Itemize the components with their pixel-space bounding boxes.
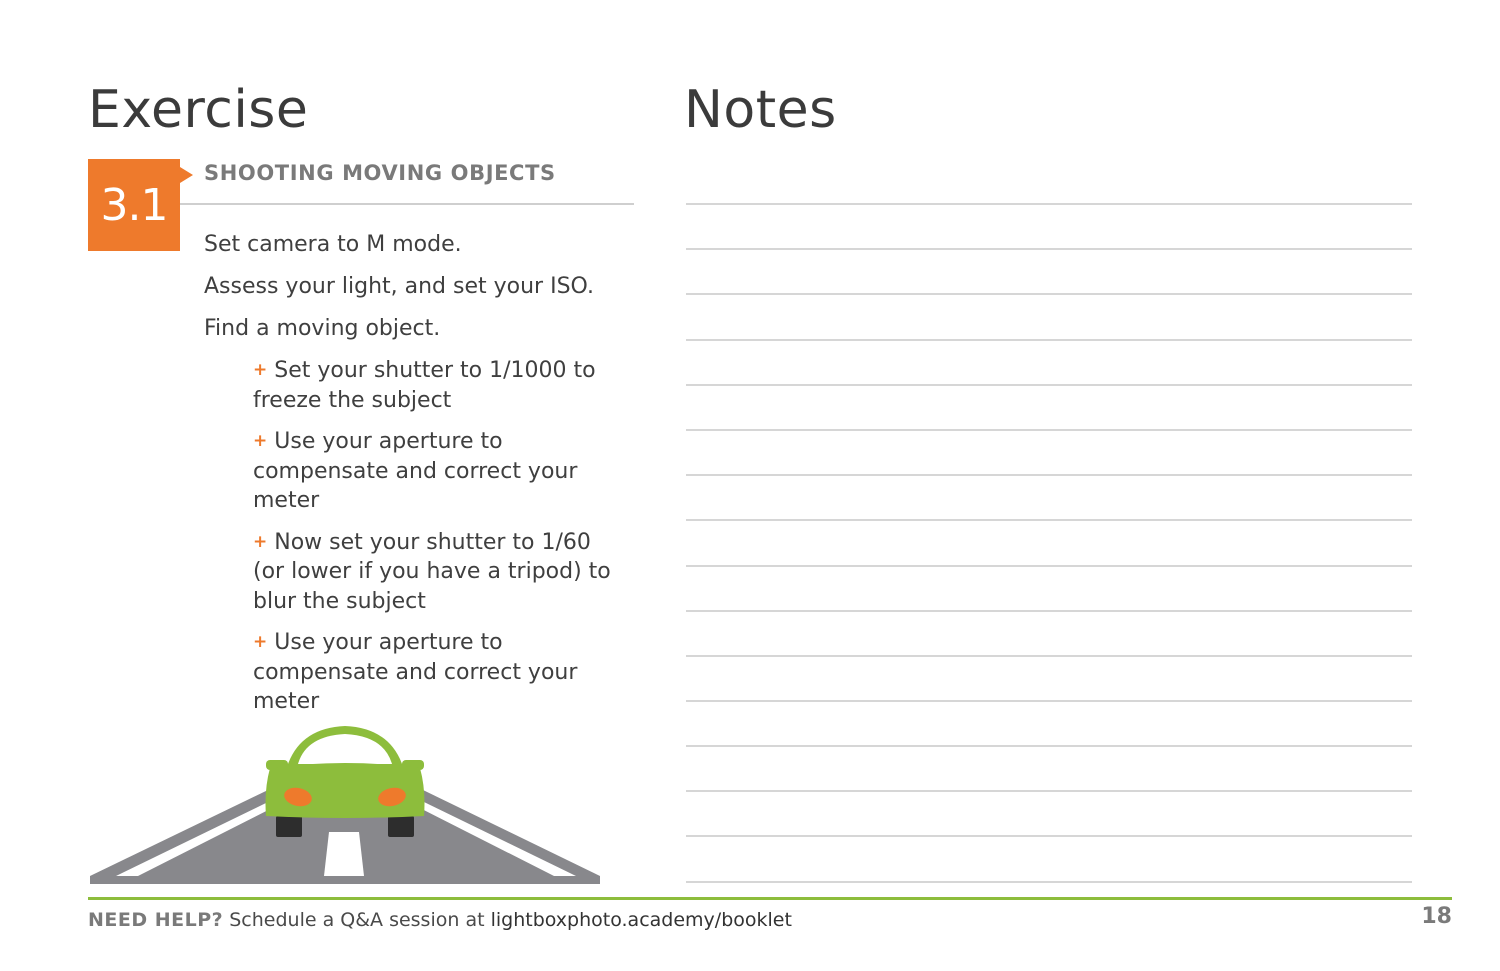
bullet-item: + Use your aperture to compensate and correct your meter [253, 429, 578, 513]
note-line[interactable] [686, 293, 1412, 295]
note-line[interactable] [686, 881, 1412, 883]
bullet-item: + Set your shutter to 1/1000 to freeze the subject [253, 358, 596, 413]
plus-icon: + [253, 360, 268, 380]
exercise-title: SHOOTING MOVING OBJECTS [204, 161, 556, 185]
note-line[interactable] [686, 610, 1412, 612]
step-2: Assess your light, and set your ISO. [204, 274, 594, 299]
note-line[interactable] [686, 248, 1412, 250]
note-line[interactable] [686, 519, 1412, 521]
plus-icon: + [253, 531, 268, 552]
note-line[interactable] [686, 790, 1412, 792]
booklet-link[interactable]: lightboxphoto.academy/booklet [490, 909, 792, 931]
note-line[interactable] [686, 655, 1412, 657]
page-number: 18 [1421, 904, 1452, 929]
step-3: Find a moving object. [204, 316, 441, 341]
footer-divider [88, 897, 1452, 900]
note-line[interactable] [686, 429, 1412, 431]
need-help-label: NEED HELP? [88, 909, 224, 931]
exercise-number-badge: 3.1 [88, 159, 180, 251]
car-on-road-icon [88, 720, 608, 890]
notes-heading: Notes [684, 80, 837, 140]
footer-text: Schedule a Q&A session at [229, 909, 485, 931]
footer [88, 909, 792, 931]
note-line[interactable] [686, 700, 1412, 702]
exercise-title-divider [180, 203, 634, 205]
bullet-item: + Now set your shutter to 1/60 (or lower if you have a tripod) to blur the subject [253, 529, 611, 614]
plus-icon: + [253, 431, 268, 451]
plus-icon: + [253, 632, 268, 652]
badge-arrow-icon [180, 167, 193, 183]
note-line[interactable] [686, 203, 1412, 205]
exercise-heading: Exercise [88, 80, 309, 140]
note-line[interactable] [686, 745, 1412, 747]
note-line[interactable] [686, 384, 1412, 386]
bullet-item: + Use your aperture to compensate and correct your meter [253, 630, 578, 714]
note-line[interactable] [686, 565, 1412, 567]
step-1: Set camera to M mode. [204, 232, 462, 257]
instruction-bullet-list [253, 356, 618, 729]
note-line[interactable] [686, 835, 1412, 837]
note-line[interactable] [686, 339, 1412, 341]
note-line[interactable] [686, 474, 1412, 476]
